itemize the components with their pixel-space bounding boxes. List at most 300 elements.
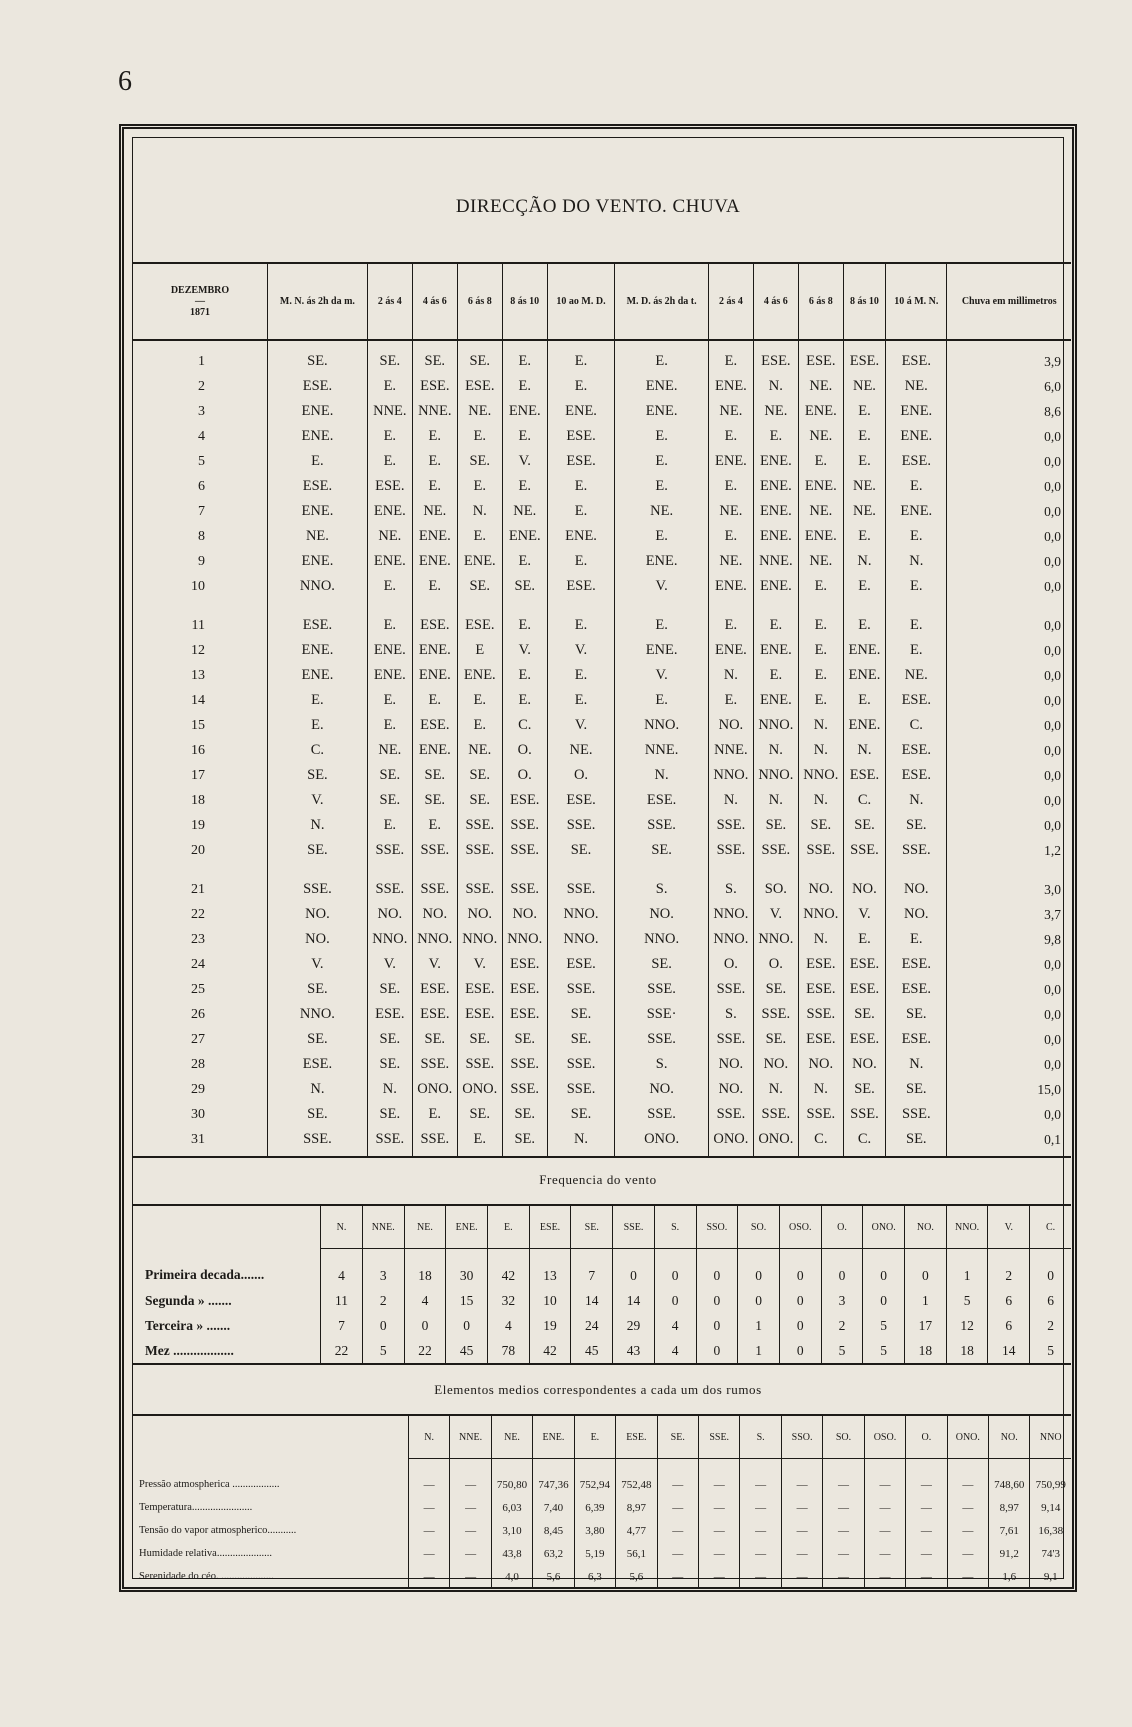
wind-cell: SSE.: [708, 813, 753, 838]
elements-cell: —: [408, 1565, 449, 1588]
wind-cell: S.: [615, 1052, 709, 1077]
wind-cell: NE.: [753, 399, 798, 424]
wind-cell: SSE.: [457, 838, 502, 863]
frequency-cell: 18: [404, 1249, 446, 1289]
frequency-cell: 0: [863, 1249, 905, 1289]
wind-cell: ESE.: [886, 449, 947, 474]
wind-cell: ESE.: [843, 952, 885, 977]
elements-cell: 8,97: [989, 1496, 1030, 1519]
wind-cell: SE.: [457, 449, 502, 474]
elements-column-header: OSO.: [864, 1415, 905, 1459]
wind-cell: NNO.: [708, 763, 753, 788]
wind-cell: E.: [502, 663, 547, 688]
wind-cell: NNO.: [367, 927, 412, 952]
wind-cell: SE.: [843, 813, 885, 838]
elements-title: Elementos medios correspondentes a cada um dos rumos: [434, 1382, 762, 1397]
wind-cell: NNO.: [708, 902, 753, 927]
day-cell: 31: [133, 1127, 268, 1157]
rain-cell: 0,0: [947, 663, 1071, 688]
wind-cell: SE.: [412, 340, 457, 374]
wind-cell: SE.: [502, 1027, 547, 1052]
wind-cell: ESE.: [843, 977, 885, 1002]
elements-row-label: Temperatura.......................: [139, 1502, 253, 1513]
elements-cell: 5,6: [533, 1565, 574, 1588]
wind-cell: ESE.: [268, 374, 368, 399]
wind-cell: SE.: [367, 977, 412, 1002]
wind-cell: SE.: [457, 574, 502, 599]
table-row: [133, 1077, 1071, 1102]
day-cell: 7: [198, 503, 205, 519]
wind-cell: SSE.: [843, 838, 885, 863]
rain-cell: 0,0: [947, 449, 1071, 474]
wind-cell: N.: [753, 738, 798, 763]
frequency-cell: 1: [905, 1288, 947, 1313]
wind-cell: NE.: [502, 499, 547, 524]
wind-cell: N.: [753, 788, 798, 813]
elements-cell: —: [657, 1519, 698, 1542]
wind-cell: E.: [502, 549, 547, 574]
frequency-cell: 0: [613, 1249, 655, 1289]
frequency-cell: 2: [988, 1249, 1030, 1289]
wind-cell: ONO.: [615, 1127, 709, 1157]
wind-cell: ESE.: [367, 474, 412, 499]
wind-cell: E.: [502, 424, 547, 449]
wind-cell: SSE.: [547, 1052, 615, 1077]
wind-cell: SSE.: [886, 1102, 947, 1127]
wind-cell: E.: [708, 474, 753, 499]
frequency-cell: 12: [946, 1313, 988, 1338]
wind-cell: ESE.: [753, 340, 798, 374]
elements-cell: —: [781, 1519, 822, 1542]
frequency-cell: 0: [404, 1313, 446, 1338]
wind-cell: SE.: [457, 763, 502, 788]
frequency-cell: 13: [529, 1249, 571, 1289]
wind-cell: SSE·: [615, 1002, 709, 1027]
rain-cell: 0,0: [947, 952, 1071, 977]
elements-cell: 752,48: [616, 1459, 657, 1497]
wind-cell: E.: [412, 474, 457, 499]
wind-cell: N.: [843, 738, 885, 763]
wind-cell: NNO.: [798, 763, 843, 788]
wind-cell: E.: [753, 424, 798, 449]
wind-cell: NE.: [457, 399, 502, 424]
wind-cell: SE.: [412, 763, 457, 788]
wind-cell: E.: [367, 599, 412, 638]
elements-cell: 750,80: [491, 1459, 532, 1497]
wind-cell: SSE.: [367, 838, 412, 863]
frequency-cell: 0: [779, 1313, 821, 1338]
wind-cell: ENE.: [457, 663, 502, 688]
wind-cell: SSE.: [412, 863, 457, 902]
wind-cell: E.: [798, 599, 843, 638]
wind-cell: ESE.: [547, 788, 615, 813]
elements-cell: —: [450, 1542, 491, 1565]
wind-cell: ESE.: [502, 1002, 547, 1027]
wind-cell: SSE.: [367, 1127, 412, 1157]
wind-cell: E.: [502, 340, 547, 374]
wind-cell: ESE.: [798, 340, 843, 374]
wind-cell: N.: [798, 738, 843, 763]
wind-cell: O.: [502, 763, 547, 788]
wind-cell: NNO.: [457, 927, 502, 952]
column-header: 8 ás 10: [502, 263, 547, 340]
wind-cell: E.: [615, 449, 709, 474]
wind-cell: NNE.: [615, 738, 709, 763]
frequency-cell: 14: [571, 1288, 613, 1313]
frequency-row-label: Primeira decada.......: [145, 1267, 265, 1283]
year-label: 1871: [190, 307, 210, 318]
elements-cell: 1,6: [989, 1565, 1030, 1588]
wind-cell: ENE.: [798, 474, 843, 499]
elements-row-label: Serenidade do céo. ....................: [139, 1571, 274, 1582]
wind-cell: ESE.: [412, 977, 457, 1002]
elements-cell: —: [740, 1496, 781, 1519]
elements-cell: —: [864, 1542, 905, 1565]
wind-cell: ENE.: [886, 424, 947, 449]
frequency-cell: 3: [821, 1288, 863, 1313]
table-row: [133, 374, 1071, 399]
table-row: [133, 713, 1071, 738]
wind-cell: SE.: [547, 1102, 615, 1127]
wind-cell: E.: [615, 524, 709, 549]
day-cell: 14: [191, 692, 205, 708]
elements-cell: —: [781, 1496, 822, 1519]
wind-cell: ESE.: [843, 763, 885, 788]
wind-cell: SE.: [457, 340, 502, 374]
day-cell: 21: [191, 881, 205, 897]
wind-cell: E.: [367, 374, 412, 399]
frequency-column-header: S.: [654, 1205, 696, 1249]
frequency-column-header: E.: [488, 1205, 530, 1249]
table-row: [133, 1002, 1071, 1027]
wind-cell: N.: [268, 1077, 368, 1102]
day-cell: 8: [198, 528, 205, 544]
rain-cell: 0,0: [947, 788, 1071, 813]
elements-cell: —: [864, 1565, 905, 1588]
frequency-cell: 5: [821, 1338, 863, 1364]
elements-cell: —: [864, 1519, 905, 1542]
wind-cell: ESE.: [547, 424, 615, 449]
wind-cell: ENE.: [268, 499, 368, 524]
column-header: 10 á M. N.: [886, 263, 947, 340]
frequency-cell: 5: [863, 1338, 905, 1364]
frequency-cell: 18: [946, 1338, 988, 1364]
table-row: [133, 977, 1071, 1002]
frequency-cell: 1: [738, 1338, 780, 1364]
frequency-cell: 0: [738, 1249, 780, 1289]
wind-cell: ESE.: [367, 1002, 412, 1027]
wind-cell: SE.: [268, 838, 368, 863]
wind-cell: ENE.: [708, 574, 753, 599]
rain-cell: 6,0: [947, 374, 1071, 399]
table-row: [133, 1027, 1071, 1052]
table-row: [133, 838, 1071, 863]
elements-cell: 63,2: [533, 1542, 574, 1565]
elements-cell: 7,61: [989, 1519, 1030, 1542]
elements-row: [133, 1565, 1071, 1588]
wind-cell: E.: [367, 813, 412, 838]
day-cell: 4: [198, 428, 205, 444]
wind-cell: NO.: [708, 713, 753, 738]
elements-cell: —: [450, 1496, 491, 1519]
page-title: DIRECÇÃO DO VENTO. CHUVA: [455, 196, 741, 217]
frequency-cell: 4: [321, 1249, 363, 1289]
elements-cell: —: [698, 1565, 739, 1588]
wind-cell: SE.: [412, 1027, 457, 1052]
frequency-row: [133, 1249, 1071, 1289]
elements-column-header: NE.: [491, 1415, 532, 1459]
wind-cell: V.: [268, 788, 368, 813]
table-row: [133, 524, 1071, 549]
wind-cell: NNE.: [367, 399, 412, 424]
elements-cell: —: [864, 1496, 905, 1519]
wind-cell: SSE.: [367, 863, 412, 902]
frequency-cell: 5: [946, 1288, 988, 1313]
rain-cell: 0,1: [947, 1127, 1071, 1157]
wind-cell: E.: [412, 1102, 457, 1127]
frequency-column-header: SO.: [738, 1205, 780, 1249]
frequency-cell: 32: [488, 1288, 530, 1313]
wind-cell: NO.: [367, 902, 412, 927]
wind-cell: NE.: [457, 738, 502, 763]
wind-cell: E.: [457, 713, 502, 738]
elements-cell: 752,94: [574, 1459, 615, 1497]
table-row: [133, 1127, 1071, 1157]
wind-cell: NO.: [798, 1052, 843, 1077]
wind-cell: ONO.: [708, 1127, 753, 1157]
wind-cell: ESE.: [798, 977, 843, 1002]
day-cell: 10: [191, 578, 205, 594]
wind-cell: E.: [886, 927, 947, 952]
wind-cell: S.: [708, 863, 753, 902]
wind-cell: NE.: [268, 524, 368, 549]
wind-cell: ENE.: [753, 474, 798, 499]
wind-cell: SSE.: [615, 1027, 709, 1052]
wind-cell: SE.: [502, 1127, 547, 1157]
wind-cell: O.: [547, 763, 615, 788]
frequency-cell: 30: [446, 1249, 488, 1289]
elements-cell: —: [947, 1496, 988, 1519]
wind-cell: E.: [412, 574, 457, 599]
day-cell: 24: [191, 956, 205, 972]
wind-cell: ENE.: [615, 374, 709, 399]
wind-cell: NE.: [708, 399, 753, 424]
wind-cell: ESE.: [547, 574, 615, 599]
wind-cell: NO.: [843, 863, 885, 902]
rain-cell: 0,0: [947, 813, 1071, 838]
frequency-column-header: C.: [1030, 1205, 1071, 1249]
wind-cell: SSE.: [708, 838, 753, 863]
frequency-cell: 14: [988, 1338, 1030, 1364]
elements-cell: 748,60: [989, 1459, 1030, 1497]
wind-cell: NE.: [798, 424, 843, 449]
month-dash: —: [195, 296, 205, 307]
wind-cell: NE.: [615, 499, 709, 524]
column-header: 2 ás 4: [367, 263, 412, 340]
wind-cell: E.: [268, 688, 368, 713]
frequency-cell: 4: [488, 1313, 530, 1338]
elements-column-header: SO.: [823, 1415, 864, 1459]
wind-cell: ENE.: [843, 663, 885, 688]
wind-cell: C.: [843, 1127, 885, 1157]
rain-cell: 0,0: [947, 1102, 1071, 1127]
elements-cell: —: [823, 1565, 864, 1588]
rain-cell: 3,0: [947, 863, 1071, 902]
table-row: [133, 424, 1071, 449]
wind-cell: SSE.: [502, 863, 547, 902]
wind-cell: E.: [367, 713, 412, 738]
frequency-cell: 0: [696, 1288, 738, 1313]
wind-cell: ESE.: [268, 1052, 368, 1077]
wind-cell: ENE.: [615, 399, 709, 424]
wind-cell: SSE.: [547, 813, 615, 838]
wind-cell: E.: [547, 499, 615, 524]
table-row: [133, 763, 1071, 788]
wind-cell: ESE.: [412, 713, 457, 738]
wind-cell: ESE.: [268, 599, 368, 638]
wind-cell: NNO.: [708, 927, 753, 952]
wind-cell: E.: [843, 399, 885, 424]
wind-cell: N.: [798, 1077, 843, 1102]
frequency-column-header: V.: [988, 1205, 1030, 1249]
wind-cell: SSE.: [886, 838, 947, 863]
wind-cell: V.: [412, 952, 457, 977]
wind-cell: ESE.: [615, 788, 709, 813]
wind-cell: NO.: [708, 1077, 753, 1102]
day-cell: 6: [198, 478, 205, 494]
frequency-cell: 0: [362, 1313, 404, 1338]
wind-cell: NE.: [798, 549, 843, 574]
wind-cell: SSE.: [502, 813, 547, 838]
wind-cell: ENE.: [457, 549, 502, 574]
wind-cell: ENE.: [268, 638, 368, 663]
frequency-cell: 24: [571, 1313, 613, 1338]
wind-cell: NO.: [502, 902, 547, 927]
rain-cell: 0,0: [947, 1052, 1071, 1077]
wind-cell: E.: [268, 449, 368, 474]
wind-cell: ENE.: [412, 663, 457, 688]
wind-cell: SE.: [753, 977, 798, 1002]
wind-cell: S.: [615, 863, 709, 902]
day-cell: 17: [191, 767, 205, 783]
wind-cell: N.: [708, 663, 753, 688]
elements-cell: 4,0: [491, 1565, 532, 1588]
wind-cell: SE.: [843, 1077, 885, 1102]
wind-cell: SE.: [268, 977, 368, 1002]
frequency-cell: 0: [779, 1249, 821, 1289]
column-header: 4 ás 6: [412, 263, 457, 340]
wind-cell: NNO.: [753, 713, 798, 738]
elements-cell: —: [947, 1459, 988, 1497]
wind-cell: NO.: [412, 902, 457, 927]
frequency-column-header: O.: [821, 1205, 863, 1249]
wind-cell: E.: [843, 927, 885, 952]
frequency-cell: 17: [905, 1313, 947, 1338]
wind-cell: E.: [502, 374, 547, 399]
wind-cell: ESE.: [886, 340, 947, 374]
frequency-row-label: Terceira » .......: [145, 1317, 231, 1333]
wind-cell: NO.: [798, 863, 843, 902]
elements-cell: 5,6: [616, 1565, 657, 1588]
month-label: DEZEMBRO: [170, 285, 230, 296]
wind-cell: E.: [502, 474, 547, 499]
elements-row: [133, 1519, 1071, 1542]
wind-cell: C.: [798, 1127, 843, 1157]
wind-cell: NNO.: [798, 902, 843, 927]
wind-cell: E.: [547, 474, 615, 499]
frequency-cell: 10: [529, 1288, 571, 1313]
day-cell: 27: [191, 1031, 205, 1047]
wind-cell: V.: [753, 902, 798, 927]
wind-cell: SE.: [547, 1002, 615, 1027]
frequency-row: [133, 1288, 1071, 1313]
wind-cell: SE.: [886, 1127, 947, 1157]
frequency-cell: 5: [362, 1338, 404, 1364]
wind-cell: ENE.: [268, 663, 368, 688]
wind-cell: SE.: [268, 1027, 368, 1052]
frequency-cell: 6: [1030, 1288, 1071, 1313]
wind-cell: N.: [843, 549, 885, 574]
wind-cell: C.: [502, 713, 547, 738]
elements-cell: —: [657, 1542, 698, 1565]
wind-cell: ENE.: [798, 399, 843, 424]
wind-cell: ENE.: [753, 688, 798, 713]
elements-cell: —: [906, 1542, 947, 1565]
wind-cell: E.: [798, 663, 843, 688]
wind-cell: E.: [886, 638, 947, 663]
frequency-cell: 0: [696, 1249, 738, 1289]
elements-column-header: NNE.: [450, 1415, 491, 1459]
wind-cell: SE.: [502, 574, 547, 599]
frequency-cell: 78: [488, 1338, 530, 1364]
frequency-column-header: ENE.: [446, 1205, 488, 1249]
wind-cell: N.: [753, 1077, 798, 1102]
table-row: [133, 927, 1071, 952]
wind-cell: E.: [843, 599, 885, 638]
wind-cell: V.: [547, 638, 615, 663]
wind-cell: SSE.: [547, 863, 615, 902]
wind-cell: E.: [798, 688, 843, 713]
elements-cell: —: [657, 1496, 698, 1519]
wind-cell: E.: [615, 474, 709, 499]
wind-cell: NNE.: [753, 549, 798, 574]
elements-cell: 750,99: [1030, 1459, 1071, 1497]
wind-cell: ONO.: [753, 1127, 798, 1157]
elements-cell: —: [906, 1496, 947, 1519]
wind-cell: SSE.: [268, 863, 368, 902]
wind-cell: SE.: [268, 1102, 368, 1127]
column-header: M. N. ás 2h da m.: [268, 263, 368, 340]
wind-cell: E.: [843, 574, 885, 599]
elements-corner: [133, 1415, 408, 1459]
wind-cell: ENE.: [798, 524, 843, 549]
wind-cell: E.: [615, 599, 709, 638]
wind-cell: E.: [615, 340, 709, 374]
rain-cell: 0,0: [947, 1027, 1071, 1052]
elements-cell: 3,10: [491, 1519, 532, 1542]
elements-cell: —: [906, 1565, 947, 1588]
frequency-cell: 0: [821, 1249, 863, 1289]
wind-cell: NO.: [268, 927, 368, 952]
wind-cell: V.: [367, 952, 412, 977]
column-header: 6 ás 8: [798, 263, 843, 340]
elements-cell: 5,19: [574, 1542, 615, 1565]
elements-table: [133, 1414, 1071, 1588]
frequency-cell: 29: [613, 1313, 655, 1338]
frequency-cell: 4: [654, 1338, 696, 1364]
wind-cell: NE.: [886, 663, 947, 688]
wind-cell: ENE.: [268, 424, 368, 449]
